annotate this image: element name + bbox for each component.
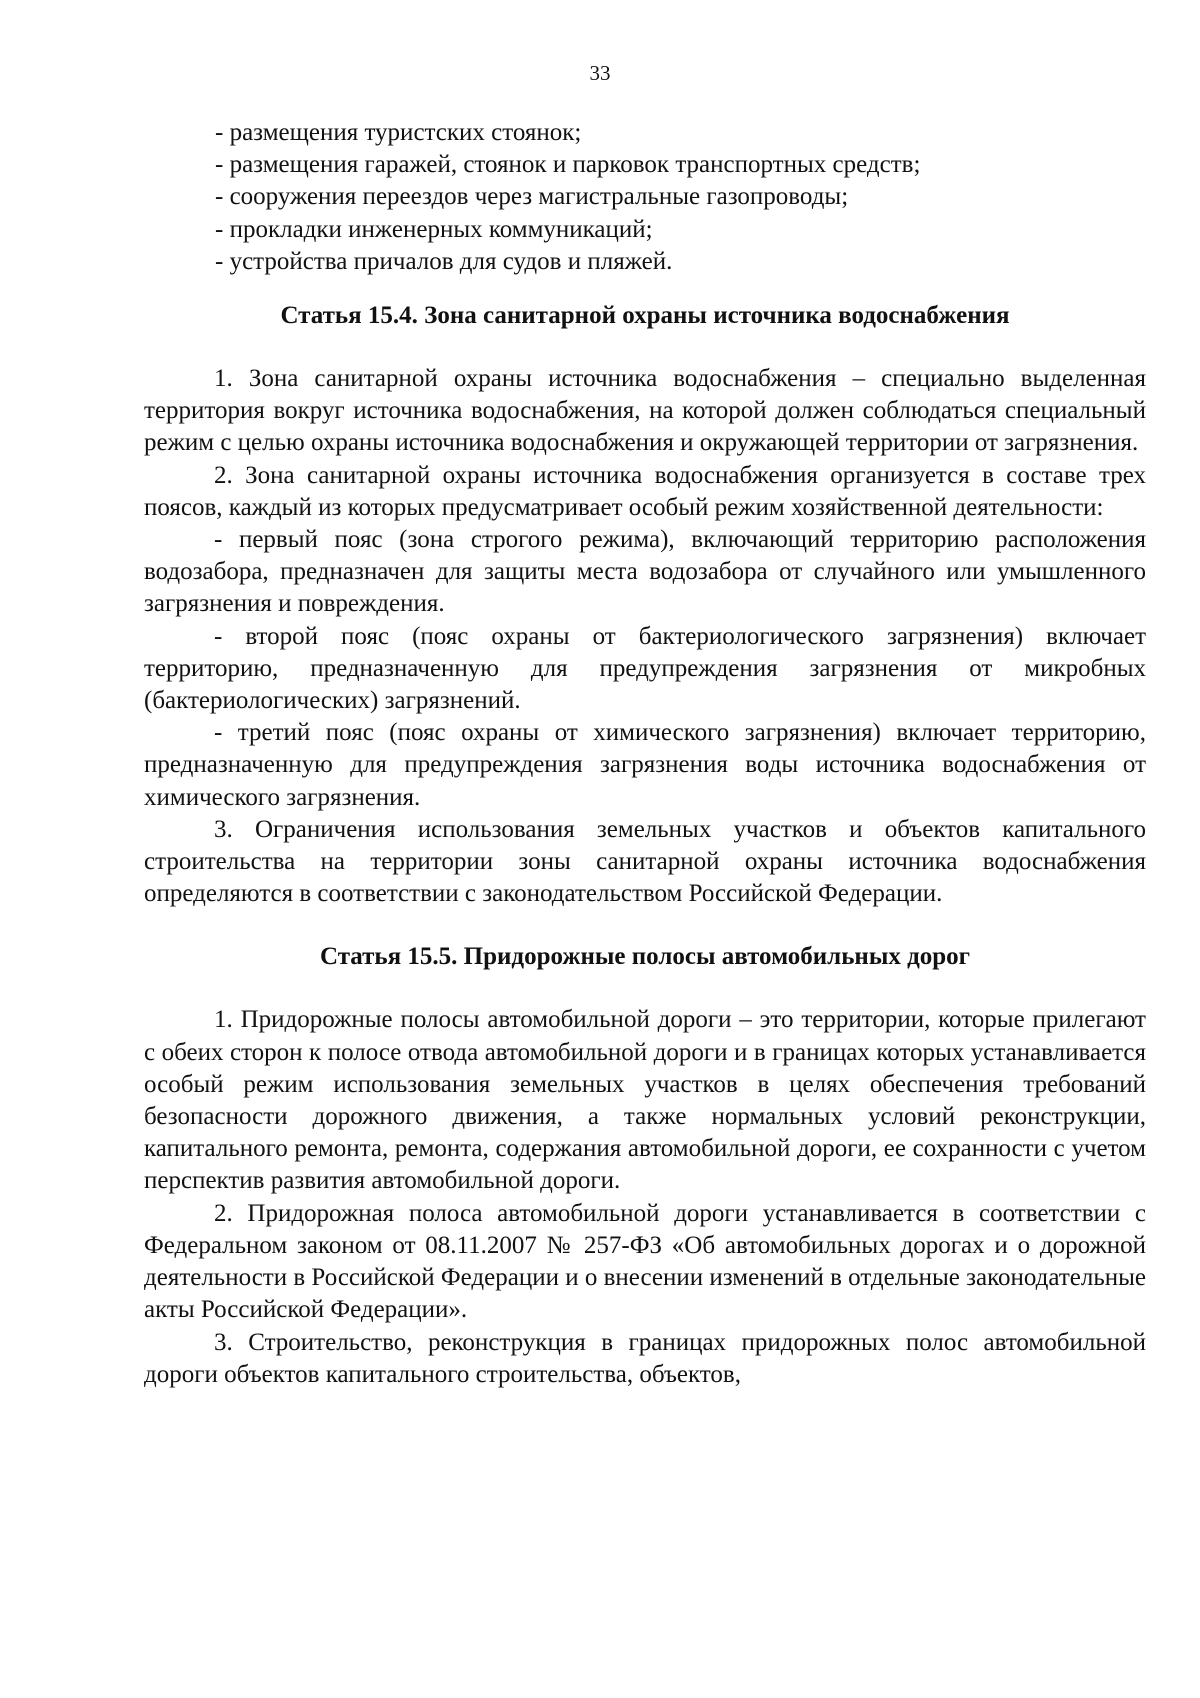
article-15-5 [144,941,1146,1390]
permitted-uses-list [144,117,1146,278]
list-item: - сооружения переездов через магистральные газопроводы; [215,183,849,211]
article-15-4-heading: Статья 15.4. Зона санитарной охраны источника водоснабжения [280,302,1010,330]
page-number: 33 [589,61,611,85]
article-15-5-heading: Статья 15.5. Придорожные полосы автомобильных дорог [319,943,970,971]
list-item: - устройства причалов для судов и пляжей. [215,247,673,275]
paragraph: 3. Ограничения использования земельных участков и объектов капитального строительства на территории зоны санитарной охраны источника водоснабжения определяются в соответствии с законодательством Российской Федерации. [144,815,1146,908]
list-item: - прокладки инженерных коммуникаций; [215,215,653,243]
paragraph: 3. Строительство, реконструкция в границах придорожных полос автомобильной дороги объектов капитального строительства, объектов, [144,1328,1146,1388]
paragraph: 1. Придорожные полосы автомобильной дороги – это территории, которые прилегают с обеих сторон к полосе отвода автомобильной дороги и в границах которых устанавливается особый режим использования земельных участков в целях обеспечения требований безопасности дорожного движения, а также нормальных условий реконструкции, капитального ремонта, ремонта, содержания автомобильной дороги, ее сохранности с учетом перспектив развития автомобильной дороги. [144,1006,1146,1195]
list-item: - размещения туристских стоянок; [215,119,582,146]
paragraph: - второй пояс (пояс охраны от бактериологического загрязнения) включает территорию, предназначенную для предупреждения загрязнения от микробных (бактериологических) загрязнений. [144,622,1146,715]
paragraph: - третий пояс (пояс охраны от химического загрязнения) включает территорию, предназначенную для предупреждения загрязнения воды источника водоснабжения от химического загрязнения. [144,719,1146,811]
document-body [144,117,1146,1391]
paragraph: 1. Зона санитарной охраны источника водоснабжения – специально выделенная территория вокруг источника водоснабжения, на которой должен соблюдаться специальный режим с целью охраны источника водоснабжения и окружающей территории от загрязнения. [144,365,1146,457]
list-item: - размещения гаражей, стоянок и парковок транспортных средств; [215,151,921,179]
paragraph: 2. Зона санитарной охраны источника водоснабжения организуется в составе трех поясов, каждый из которых предусматривает особый режим хозяйственной деятельности: [144,461,1146,521]
paragraph: 2. Придорожная полоса автомобильной дороги устанавливается в соответствии с Федеральном законом от 08.11.2007 № 257-ФЗ «Об автомобильных дорогах и о дорожной деятельности в Российской Федерации и о внесении изменений в отдельные законодательные акты Российской Федерации». [144,1199,1146,1324]
article-15-4 [144,300,1146,910]
paragraph: - первый пояс (зона строгого режима), включающий территорию расположения водозабора, предназначен для защиты места водозабора от случайного или умышленного загрязнения и повреждения. [144,526,1146,618]
